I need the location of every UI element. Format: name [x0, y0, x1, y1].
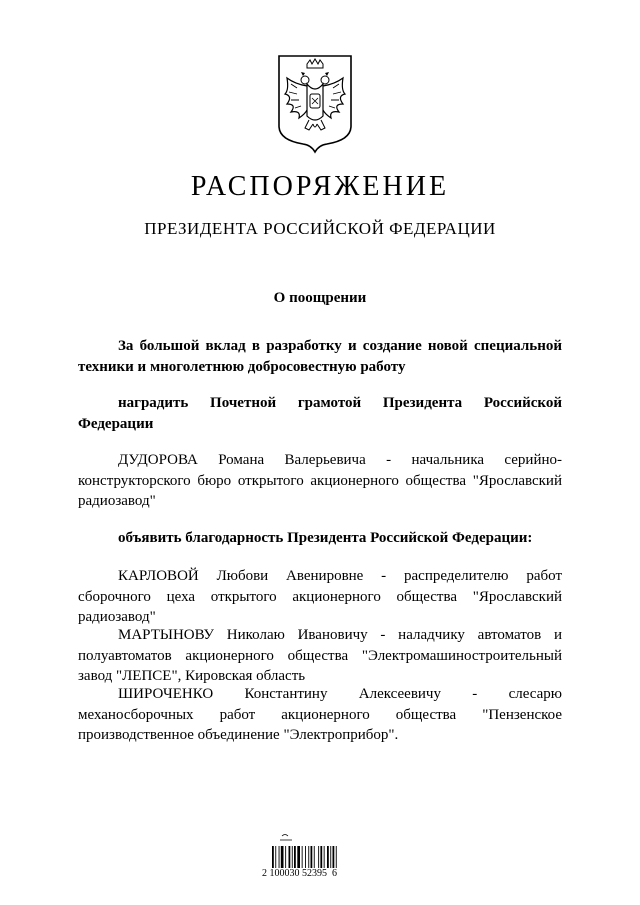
intro-paragraph: За большой вклад в разработку и создание новой специальной техники и многолетнюю добросовестную работу [78, 338, 562, 375]
document-subtitle: ПРЕЗИДЕНТА РОССИЙСКОЙ ФЕДЕРАЦИИ [144, 219, 496, 238]
barcode-number: 2 100030 52395 6 [262, 868, 337, 879]
document-heading: О поощрении [273, 290, 367, 306]
russian-coat-of-arms-icon [277, 54, 353, 154]
recipient-paragraph: КАРЛОВОЙ Любови Авенировне - распределителю работ сборочного цеха открытого акционерного общества "Ярославский радиозавод" [78, 568, 562, 625]
award-paragraph: наградить Почетной грамотой Президента Российской Федерации [78, 395, 562, 432]
gratitude-paragraph: объявить благодарность Президента Российской Федерации: [118, 530, 533, 546]
recipient-paragraph: ШИРОЧЕНКО Константину Алексеевичу - слесарю механосборочных работ акционерного общества "Пензенское производственное объединение "Электроприбор". [78, 686, 562, 743]
document-title: РАСПОРЯЖЕНИЕ [190, 171, 450, 202]
awardee-paragraph: ДУДОРОВА Романа Валерьевича - начальника серийно-конструкторского бюро открытого акционерного общества "Ярославский радиозавод" [78, 452, 562, 509]
recipient-paragraph: МАРТЫНОВУ Николаю Ивановичу - наладчику автоматов и полуавтоматов акционерного общества "Электромашиностроительный завод "ЛЕПСЕ", Кировская область [78, 627, 562, 684]
